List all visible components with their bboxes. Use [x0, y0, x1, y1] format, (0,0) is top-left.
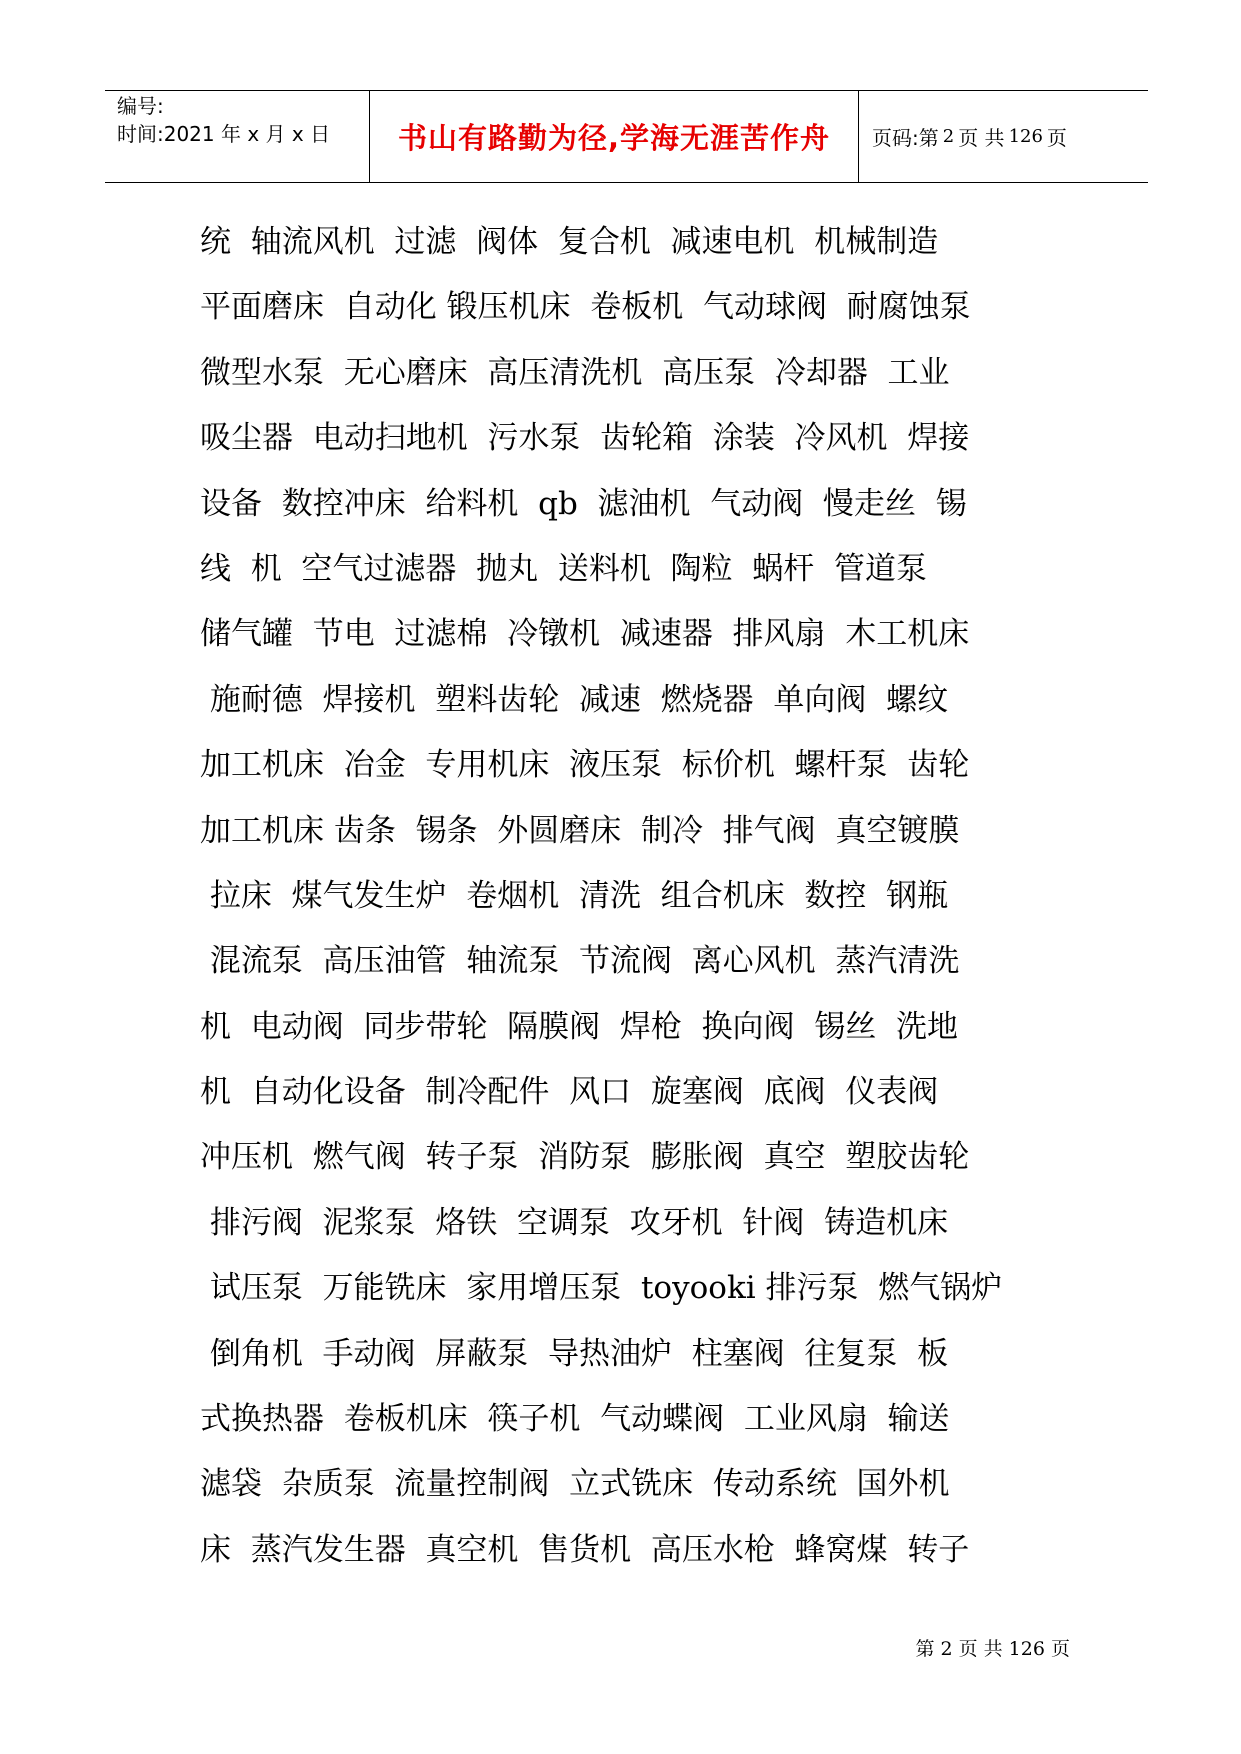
body-text	[200, 210, 1070, 1583]
header-meta	[117, 92, 365, 148]
text-line: 储气罐 节电 过滤棉 冷镦机 减速器 排风扇 木工机床	[200, 616, 970, 653]
header-divider-right	[858, 90, 859, 182]
text-line: 施耐德 焊接机 塑料齿轮 减速 燃烧器 单向阀 螺纹	[200, 681, 949, 718]
footer-page-number: 第 2 页 共 126 页	[915, 1638, 1070, 1660]
document-number-label: 编号:	[117, 94, 164, 118]
text-line: 加工机床 冶金 专用机床 液压泵 标价机 螺杆泵 齿轮	[200, 747, 970, 784]
text-line: 加工机床 齿条 锡条 外圆磨床 制冷 排气阀 真空镀膜	[200, 812, 960, 849]
header-page-indicator	[872, 90, 1142, 182]
text-line: 试压泵 万能铣床 家用增压泵 toyooki 排污泵 燃气锅炉	[200, 1270, 1003, 1307]
text-line: 设备 数控冲床 给料机 qb 滤油机 气动阀 慢走丝 锡	[200, 485, 967, 522]
page-total: 126	[1008, 125, 1043, 147]
page-current: 2	[942, 125, 955, 147]
page-middle: 页 共	[958, 125, 1005, 150]
text-line: 混流泵 高压油管 轴流泵 节流阀 离心风机 蒸汽清洗	[200, 943, 960, 980]
page-prefix: 页码:第	[872, 125, 939, 150]
text-line: 微型水泵 无心磨床 高压清洗机 高压泵 冷却器 工业	[200, 354, 950, 391]
text-line: 吸尘器 电动扫地机 污水泵 齿轮箱 涂装 冷风机 焊接	[200, 420, 970, 457]
text-line: 倒角机 手动阀 屏蔽泵 导热油炉 柱塞阀 往复泵 板	[200, 1335, 949, 1372]
text-line: 线 机 空气过滤器 抛丸 送料机 陶粒 蜗杆 管道泵	[200, 550, 927, 587]
text-line: 排污阀 泥浆泵 烙铁 空调泵 攻牙机 针阀 铸造机床	[200, 1204, 949, 1241]
text-line: 平面磨床 自动化 锻压机床 卷板机 气动球阀 耐腐蚀泵	[200, 289, 971, 326]
page-suffix: 页	[1046, 125, 1067, 150]
header-rule-bottom	[105, 182, 1148, 183]
header-motto: 书山有路勤为径,学海无涯苦作舟	[397, 120, 831, 155]
text-line: 机 电动阀 同步带轮 隔膜阀 焊枪 换向阀 锡丝 洗地	[200, 1008, 958, 1045]
document-time-label: 时间:2021 年 x 月 x 日	[117, 122, 331, 146]
text-line: 拉床 煤气发生炉 卷烟机 清洗 组合机床 数控 钢瓶	[200, 877, 949, 914]
text-line: 冲压机 燃气阀 转子泵 消防泵 膨胀阀 真空 塑胶齿轮	[200, 1139, 970, 1176]
text-line: 床 蒸汽发生器 真空机 售货机 高压水枪 蜂窝煤 转子	[200, 1531, 970, 1568]
text-line: 统 轴流风机 过滤 阀体 复合机 减速电机 机械制造	[200, 224, 939, 260]
text-line: 式换热器 卷板机床 筷子机 气动蝶阀 工业风扇 输送	[200, 1401, 950, 1438]
text-line: 滤袋 杂质泵 流量控制阀 立式铣床 传动系统 国外机	[200, 1466, 950, 1503]
header-divider-left	[369, 90, 370, 182]
text-line: 机 自动化设备 制冷配件 风口 旋塞阀 底阀 仪表阀	[200, 1074, 939, 1111]
